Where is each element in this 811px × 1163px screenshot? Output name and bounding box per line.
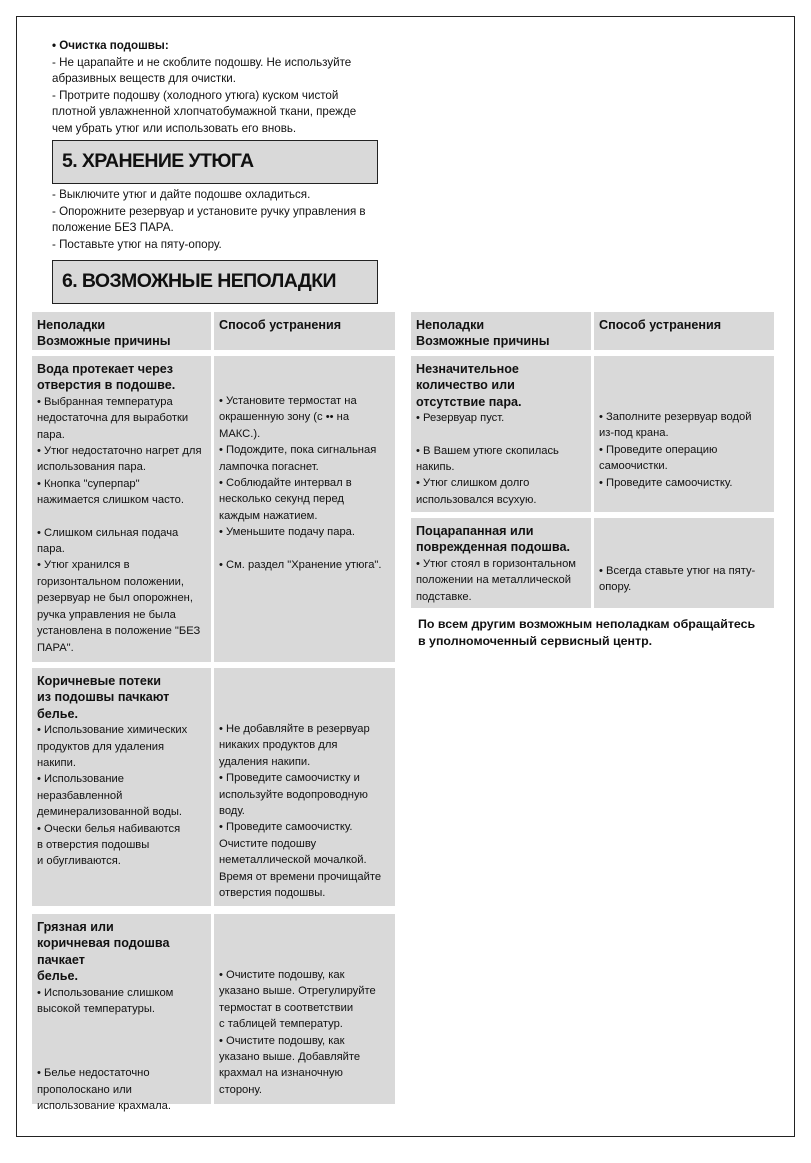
- cause-line: • Утюг хранился в: [37, 559, 130, 572]
- cause-line: • В Вашем утюге скопилась: [416, 444, 559, 457]
- problem-title: белье.: [37, 706, 79, 721]
- sole-cleaning-section: [52, 38, 392, 137]
- cause-line: резервуар не был опорожнен,: [37, 592, 193, 605]
- left-row3-solution: [214, 914, 395, 1104]
- cause-line: накипи.: [37, 757, 76, 770]
- cause-line: • Кнопка "суперпар": [37, 477, 140, 490]
- cause-line: недостаточна для выработки: [37, 412, 189, 425]
- cause-line: деминерализованной воды.: [37, 806, 182, 819]
- right-row2-problem: [411, 518, 591, 608]
- problem-title: коричневая подошва: [37, 936, 170, 951]
- storage-heading: 5. ХРАНЕНИЕ УТЮГА: [52, 140, 378, 184]
- cause-line: в отверстия подошвы: [37, 839, 150, 852]
- storage-section: [52, 187, 392, 253]
- solution-line: • Заполните резервуар водой: [599, 411, 752, 423]
- sole-cleaning-line: - Протрите подошву (холодного утюга) куском чистой: [52, 88, 339, 102]
- right-header-problem: [411, 312, 591, 350]
- solution-line: • См. раздел "Хранение утюга".: [219, 558, 382, 571]
- cause-line: • Использование слишком: [37, 986, 174, 999]
- solution-line: • Проведите самоочистку.: [219, 821, 353, 834]
- problem-title: отверстия в подошве.: [37, 378, 176, 393]
- solution-line: несколько секунд перед: [219, 493, 344, 506]
- solution-line: • Не добавляйте в резервуар: [219, 723, 370, 735]
- solution-line: крахмал на изнаночную: [219, 1067, 343, 1080]
- solution-line: • Проведите операцию: [599, 443, 718, 456]
- cause-line: и обугливаются.: [37, 855, 121, 868]
- service-center-note: [418, 616, 778, 649]
- problem-title: Вода протекает через: [37, 362, 174, 376]
- cause-line: ПАРА".: [37, 641, 74, 654]
- solution-line: указано выше. Отрегулируйте: [219, 985, 376, 998]
- solution-line: • Подождите, пока сигнальная: [219, 444, 377, 457]
- cause-line: • Утюг слишком долго: [416, 477, 530, 490]
- cause-line: горизонтальном положении,: [37, 575, 184, 588]
- solution-line: отверстия подошвы.: [219, 887, 326, 900]
- problem-title: количество или: [416, 378, 515, 393]
- solution-line: • Соблюдайте интервал в: [219, 477, 352, 490]
- footer-line: в уполномоченный сервисный центр.: [418, 633, 653, 648]
- sole-cleaning-title: • Очистка подошвы:: [52, 39, 169, 52]
- cause-line: установлена в положение "БЕЗ: [37, 625, 201, 638]
- solution-line: лампочка погаснет.: [219, 460, 319, 473]
- header-causes-label: Возможные причины: [37, 334, 171, 348]
- cause-line: прополоскано или: [37, 1083, 132, 1096]
- solution-line: • Уменьшите подачу пара.: [219, 526, 356, 539]
- cause-line: подставке.: [416, 590, 472, 603]
- solution-line: с таблицей температур.: [219, 1018, 343, 1031]
- cause-line: • Белье недостаточно: [37, 1067, 150, 1080]
- storage-line: - Поставьте утюг на пяту-опору.: [52, 237, 222, 251]
- solution-line: каждым нажатием.: [219, 509, 318, 522]
- right-row2-solution: [594, 518, 774, 608]
- storage-line: - Опорожните резервуар и установите ручку управления в: [52, 204, 366, 218]
- footer-line: По всем другим возможным неполадкам обращайтесь: [418, 617, 756, 631]
- solution-line: • Проведите самоочистку и: [219, 772, 360, 785]
- problem-title: из подошвы пачкают: [37, 690, 170, 705]
- cause-line: использование крахмала.: [37, 1100, 171, 1113]
- cause-line: • Выбранная температура: [37, 395, 173, 408]
- cause-line: ручка управления не была: [37, 608, 176, 621]
- sole-cleaning-line: чем убрать утюг или использовать его вновь.: [52, 121, 297, 135]
- sole-cleaning-line: - Не царапайте и не скоблите подошву. Не используйте: [52, 55, 352, 69]
- solution-line: термостат в соответствии: [219, 1001, 354, 1014]
- solution-line: удаления накипи.: [219, 755, 311, 768]
- sole-cleaning-line: абразивных веществ для очистки.: [52, 72, 236, 85]
- cause-line: положении на металлической: [416, 574, 571, 587]
- solution-line: используйте водопроводную: [219, 788, 368, 801]
- left-header-problem: [32, 312, 211, 350]
- cause-line: • Утюг стоял в горизонтальном: [416, 557, 576, 570]
- cause-line: пара.: [37, 428, 65, 441]
- solution-line: самоочистки.: [599, 460, 668, 473]
- left-row3-problem: [32, 914, 211, 1113]
- left-row2-solution: [214, 668, 395, 906]
- left-row1-solution: [214, 356, 395, 662]
- cause-line: пара.: [37, 543, 65, 556]
- cause-line: • Использование: [37, 773, 124, 786]
- solution-line: • Установите термостат на: [219, 395, 357, 407]
- problem-title: Коричневые потеки: [37, 674, 161, 688]
- solution-line: указано выше. Добавляйте: [219, 1051, 361, 1064]
- problem-title: пачкает: [37, 952, 85, 967]
- solution-line: • Проведите самоочистку.: [599, 476, 733, 489]
- solution-line: окрашенную зону (с •• на: [219, 411, 350, 424]
- solution-line: • Очистите подошву, как: [219, 969, 345, 981]
- storage-line: положение БЕЗ ПАРА.: [52, 221, 174, 234]
- problem-title: Поцарапанная или: [416, 524, 534, 538]
- cause-line: высокой температуры.: [37, 1003, 156, 1016]
- solution-line: опору.: [599, 581, 632, 594]
- solution-line: МАКС.).: [219, 427, 261, 440]
- problem-title: поврежденная подошва.: [416, 540, 570, 555]
- solution-line: неметаллической мочалкой.: [219, 854, 367, 867]
- solution-line: сторону.: [219, 1083, 263, 1096]
- cause-line: • Очески белья набиваются: [37, 822, 181, 835]
- left-row2-problem: [32, 668, 211, 906]
- cause-line: использования пара.: [37, 461, 146, 474]
- sole-cleaning-line: плотной увлажненной хлопчатобумажной ткани, прежде: [52, 105, 357, 118]
- solution-line: • Очистите подошву, как: [219, 1034, 345, 1047]
- solution-line: воду.: [219, 805, 245, 818]
- problem-title: белье.: [37, 969, 79, 984]
- header-problem-label: Неполадки: [416, 318, 485, 332]
- solution-line: никаких продуктов для: [219, 739, 338, 752]
- left-row1-problem: [32, 356, 211, 662]
- cause-line: • Утюг недостаточно нагрет для: [37, 445, 202, 458]
- problem-title: Грязная или: [37, 920, 114, 934]
- solution-line: Очистите подошву: [219, 837, 317, 850]
- solution-line: • Всегда ставьте утюг на пяту-: [599, 565, 756, 577]
- header-causes-label: Возможные причины: [416, 334, 550, 348]
- cause-line: использовался всухую.: [416, 493, 537, 506]
- problem-title: Незначительное: [416, 362, 519, 376]
- right-row1-problem: [411, 356, 591, 512]
- header-problem-label: Неполадки: [37, 318, 106, 332]
- troubleshooting-heading: 6. ВОЗМОЖНЫЕ НЕПОЛАДКИ: [52, 260, 378, 304]
- solution-line: Время от времени прочищайте: [219, 870, 382, 883]
- cause-line: накипь.: [416, 461, 455, 474]
- cause-line: неразбавленной: [37, 789, 123, 802]
- cause-line: продуктов для удаления: [37, 740, 165, 753]
- problem-title: отсутствие пара.: [416, 394, 522, 409]
- storage-line: - Выключите утюг и дайте подошве охладиться.: [52, 188, 311, 201]
- cause-line: • Слишком сильная подача: [37, 526, 179, 539]
- right-header-solution: Способ устранения: [594, 312, 774, 350]
- right-row1-solution: [594, 356, 774, 512]
- left-header-solution: Способ устранения: [214, 312, 395, 350]
- cause-line: • Использование химических: [37, 724, 188, 737]
- cause-line: нажимается слишком часто.: [37, 494, 185, 507]
- cause-line: • Резервуар пуст.: [416, 412, 505, 425]
- solution-line: из-под крана.: [599, 427, 669, 440]
